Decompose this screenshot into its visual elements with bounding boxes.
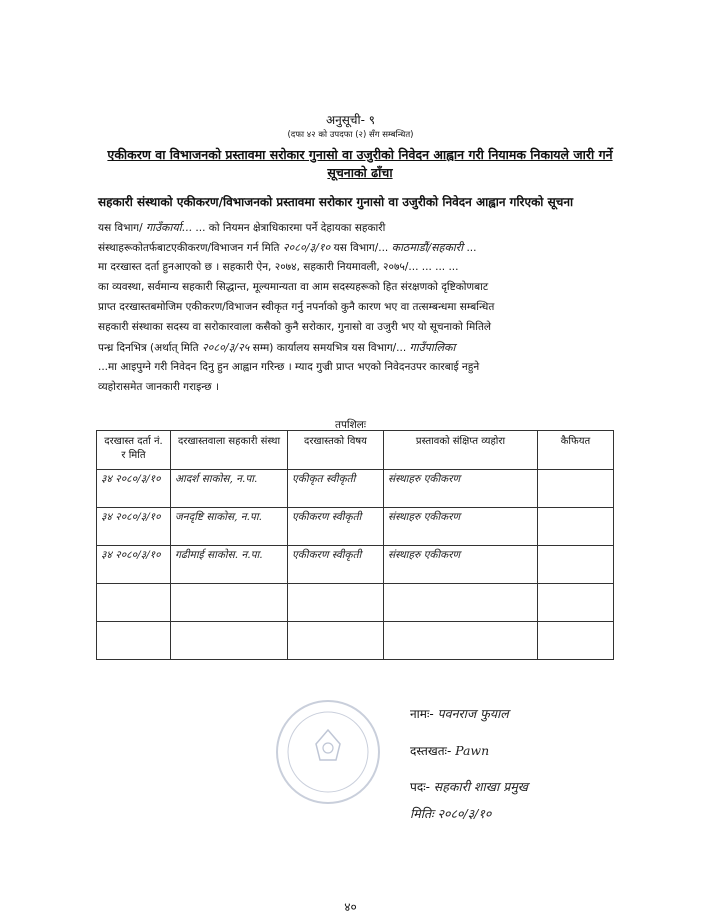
table-cell-reg	[97, 622, 171, 660]
table-row	[97, 508, 614, 546]
signatory-post	[410, 778, 528, 795]
table-cell-org: गढीमाई साकोस. न.पा.	[171, 546, 288, 584]
table-cell-subject: एकीकरण स्वीकृती	[288, 508, 384, 546]
date-label: मितिः	[410, 806, 434, 821]
notice-text: ... को नियमन क्षेत्राधिकारमा पर्ने देहायका सहकारी	[195, 222, 386, 234]
table-cell-org	[171, 584, 288, 622]
handwritten-office: गाउँकार्या...	[145, 221, 193, 234]
table-row	[97, 584, 614, 622]
notice-line-7	[98, 340, 618, 355]
table-cell-summary	[384, 622, 538, 660]
table-cell-subject	[288, 622, 384, 660]
notice-line-8: ...मा आइपुग्ने गरी निवेदन दिनु हुन आह्वान गरिन्छ । म्याद गुज्री प्राप्त भएको निवेदनउपर कारबाई नहुने	[98, 361, 480, 373]
handwritten-date: २०८०/३/१०	[282, 241, 331, 254]
annex-title: अनुसूची- ९	[325, 113, 376, 127]
table-cell-remarks	[538, 584, 614, 622]
signatory-date	[410, 805, 491, 822]
column-header: दरखास्तवाला सहकारी संस्था	[171, 431, 288, 470]
table-cell-remarks	[538, 622, 614, 660]
table-cell-remarks	[538, 546, 614, 584]
table-cell-reg: ३४ २०८०/३/१०	[97, 508, 171, 546]
table-cell-summary	[384, 584, 538, 622]
handwritten-date: २०८०/३/२५	[201, 341, 250, 354]
table-cell-summary: संस्थाहरु एकीकरण	[384, 546, 538, 584]
notice-line-4: का व्यवस्था, सर्वमान्य सहकारी सिद्धान्त, मूल्यमान्यता वा आम सदस्यहरूको हित संरक्षणको दृष्टिकोणबाट	[98, 281, 489, 293]
column-header: दरखास्त दर्ता नं. र मिति	[97, 431, 171, 470]
table-row	[97, 622, 614, 660]
table-row	[97, 546, 614, 584]
table-cell-subject: एकीकृत स्वीकृती	[288, 470, 384, 508]
table-cell-org: जनदृष्टि साकोस, न.पा.	[171, 508, 288, 546]
details-table	[96, 430, 614, 660]
date-value: २०८०/३/१०	[437, 806, 492, 821]
column-header: कैफियत	[538, 431, 614, 470]
column-header: दरखास्तको विषय	[288, 431, 384, 470]
handwritten-office: गाउँपालिका	[409, 341, 456, 354]
post-label: पदः-	[410, 780, 430, 794]
table-cell-reg: ३४ २०८०/३/१०	[97, 470, 171, 508]
column-header: प्रस्तावको संक्षिप्त व्यहोरा	[384, 431, 538, 470]
notice-text: पन्ध्र दिनभित्र (अर्थात् मिति	[98, 342, 199, 354]
signature-label: दस्तखतः-	[410, 744, 452, 758]
table-cell-org: आदर्श साकोस, न.पा.	[171, 470, 288, 508]
name-label: नामः-	[410, 707, 434, 721]
notice-subheading: सहकारी संस्थाको एकीकरण/विभाजनको प्रस्तावमा सरोकार गुनासो वा उजुरीको निवेदन आह्वान गरिएको सूचना	[98, 195, 574, 209]
notice-line-3: मा दरखास्त दर्ता हुनआएको छ । सहकारी ऐन, २०७४, सहकारी नियमावली, २०७५/... ... ... ...	[98, 261, 459, 273]
annex-reference: (दफा ४२ को उपदफा (२) सँग सम्बन्धित)	[287, 130, 414, 140]
notice-text: सम्म) कार्यालय समयभित्र यस विभाग/...	[252, 342, 407, 354]
notice-line-6: सहकारी संस्थाका सदस्य वा सरोकारवाला कसैको कुनै सरोकार, गुनासो वा उजुरी भए यो सूचनाको मितिले	[98, 321, 492, 333]
signatory-signature	[410, 742, 489, 759]
table-cell-remarks	[538, 470, 614, 508]
table-cell-summary: संस्थाहरु एकीकरण	[384, 508, 538, 546]
table-cell-subject: एकीकरण स्वीकृती	[288, 546, 384, 584]
signatory-name	[410, 705, 509, 722]
notice-text: संस्थाहरूकोतर्फबाटएकीकरण/विभाजन गर्न मिति	[98, 242, 280, 254]
handwritten-office: काठमाडौं/सहकारी	[391, 241, 464, 254]
table-cell-org	[171, 622, 288, 660]
notice-line-9: व्यहोरासमेत जानकारी गराइन्छ ।	[98, 381, 219, 393]
notice-text: ...	[466, 242, 477, 254]
notice-line-2	[98, 240, 618, 255]
table-cell-reg: ३४ २०८०/३/१०	[97, 546, 171, 584]
table-cell-reg	[97, 584, 171, 622]
post-value: सहकारी शाखा प्रमुख	[433, 779, 529, 794]
office-stamp	[276, 700, 380, 804]
notice-line-1	[98, 220, 618, 235]
notice-text: यस विभाग/...	[333, 242, 389, 254]
table-header-row	[97, 431, 614, 470]
table-cell-subject	[288, 584, 384, 622]
details-label: तपशिलः	[334, 419, 367, 431]
main-heading: एकीकरण वा विभाजनको प्रस्तावमा सरोकार गुनासो वा उजुरीको निवेदन आह्वान गरी नियामक निकायले जारी गर्ने सूचनाको ढाँचा	[107, 147, 613, 180]
table-cell-remarks	[538, 508, 614, 546]
name-value: पवनराज फुयाल	[437, 706, 509, 721]
notice-text: यस विभाग/	[98, 222, 143, 234]
table-cell-summary: संस्थाहरु एकीकरण	[384, 470, 538, 508]
signature-value: Pawn	[455, 743, 490, 758]
table-row	[97, 470, 614, 508]
notice-line-5: प्राप्त दरखास्तबमोजिम एकीकरण/विभाजन स्वीकृत गर्नु नपर्नाको कुनै कारण भए वा तत्सम्बन्धमा सम्बन्धित	[98, 301, 495, 313]
stamp-emblem-icon	[278, 702, 378, 802]
page-number: ४०	[344, 900, 357, 914]
